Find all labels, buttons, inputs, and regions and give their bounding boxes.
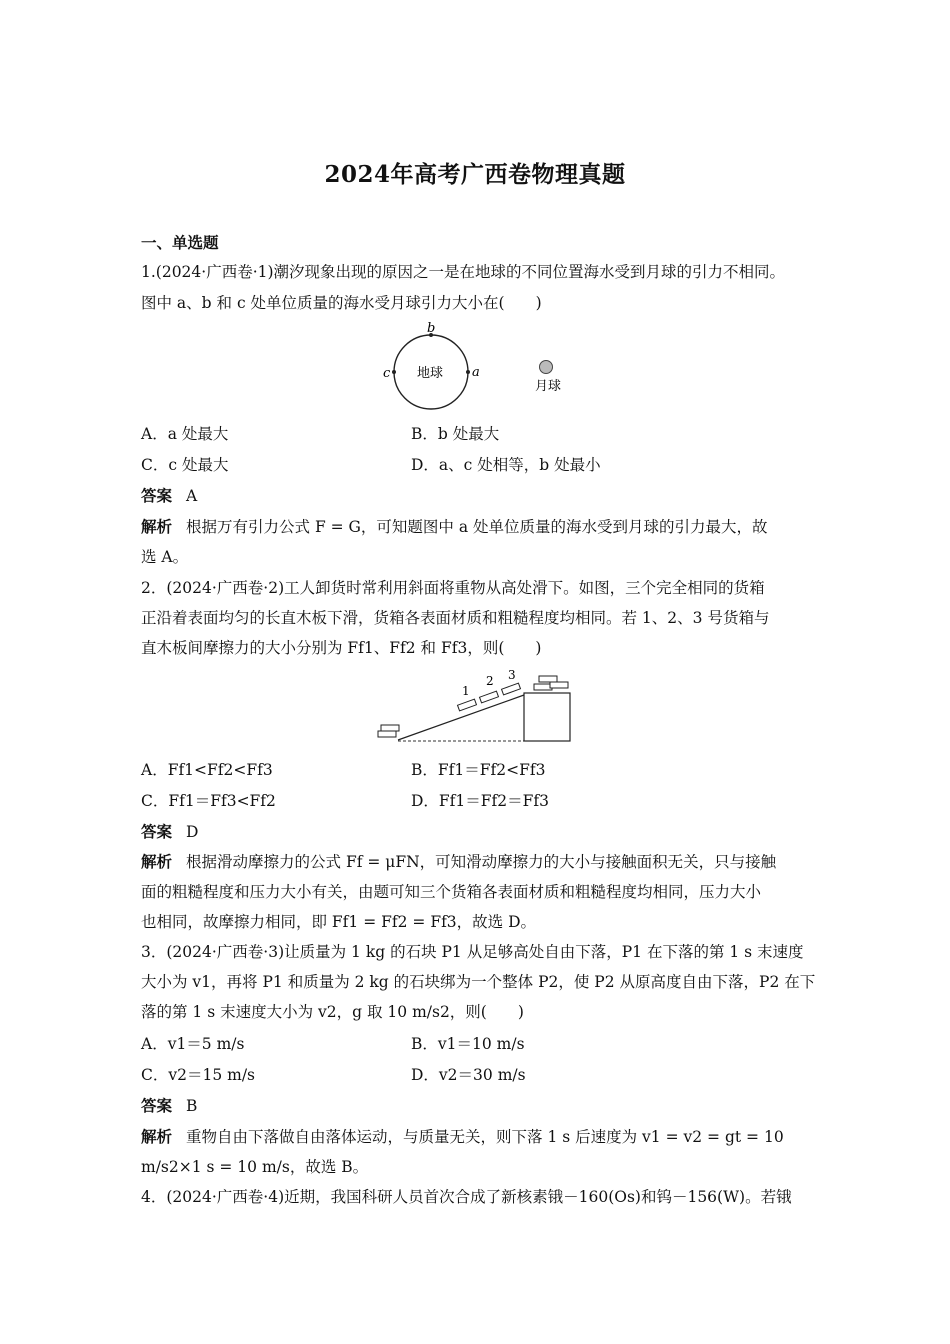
q1-stem-line2: 图中 a、b 和 c 处单位质量的海水受月球引力大小在( ) bbox=[141, 294, 542, 312]
platform-box bbox=[524, 693, 570, 741]
q4-stem-line1: 4．(2024·广西卷·4)近期，我国科研人员首次合成了新核素锇－160(Os)和钨－156(W)。若锇 bbox=[141, 1188, 792, 1206]
q1-answer bbox=[141, 486, 821, 506]
earth-label: 地球 bbox=[417, 366, 444, 381]
q3-option-a: A．v1＝5 m/s bbox=[141, 1035, 245, 1053]
analysis-label: 解析 bbox=[141, 852, 173, 871]
q1-stem-line1: 1.(2024·广西卷·1)潮汐现象出现的原因之一是在地球的不同位置海水受到月球的引力不相同。 bbox=[141, 263, 786, 281]
label-c: c bbox=[383, 366, 391, 381]
analysis-text: 根据万有引力公式 F = G，可知题图中 a 处单位质量的海水受到月球的引力最大，故 bbox=[186, 518, 768, 536]
point-c-dot bbox=[392, 370, 396, 374]
q2-stem-line1: 2．(2024·广西卷·2)工人卸货时常利用斜面将重物从高处滑下。如图，三个完全相同的货箱 bbox=[141, 579, 765, 597]
q2-option-b: B．Ff1＝Ff2<Ff3 bbox=[411, 761, 546, 779]
section-heading: 一、单选题 bbox=[141, 233, 219, 252]
answer-label: 答案 bbox=[141, 1096, 173, 1115]
moon-circle bbox=[540, 361, 553, 374]
q2-option-d: D．Ff1＝Ff2＝Ff3 bbox=[411, 792, 549, 810]
answer-label: 答案 bbox=[141, 486, 173, 505]
box-2 bbox=[480, 691, 499, 703]
q3-option-b: B．v1＝10 m/s bbox=[411, 1035, 525, 1053]
q2-stem-line2: 正沿着表面均匀的长直木板下滑，货箱各表面材质和粗糙程度均相同。若 1、2、3 号货箱与 bbox=[141, 609, 770, 627]
q3-analysis-line1 bbox=[141, 1127, 821, 1147]
q3-answer bbox=[141, 1096, 821, 1116]
q2-option-a: A．Ff1<Ff2<Ff3 bbox=[141, 761, 273, 779]
q1-option-c: C．c 处最大 bbox=[141, 456, 229, 474]
label-a: a bbox=[472, 365, 480, 380]
q3-stem-line2: 大小为 v1，再将 P1 和质量为 2 kg 的石块绑为一个整体 P2，使 P2 从原高度自由下落，P2 在下 bbox=[141, 973, 816, 991]
q2-analysis-line3: 也相同，故摩擦力相同，即 Ff1 = Ff2 = Ff3，故选 D。 bbox=[141, 913, 537, 931]
q2-answer bbox=[141, 822, 821, 842]
q3-stem-line1: 3．(2024·广西卷·3)让质量为 1 kg 的石块 P1 从足够高处自由下落，P1 在下落的第 1 s 末速度 bbox=[141, 943, 804, 961]
q3-analysis-line2: m/s2×1 s = 10 m/s，故选 B。 bbox=[141, 1158, 369, 1176]
q1-analysis-line1 bbox=[141, 517, 821, 537]
answer-value: B bbox=[186, 1097, 198, 1115]
box-1 bbox=[458, 699, 477, 711]
moon-label: 月球 bbox=[535, 379, 562, 394]
page-title: 2024年高考广西卷物理真题 bbox=[324, 161, 626, 188]
answer-value: A bbox=[186, 487, 198, 505]
q1-option-a: A．a 处最大 bbox=[141, 425, 229, 443]
top-boxes bbox=[534, 676, 568, 690]
box-1-label: 1 bbox=[462, 684, 470, 698]
incline-board bbox=[398, 695, 524, 740]
q1-option-b: B．b 处最大 bbox=[411, 425, 500, 443]
analysis-label: 解析 bbox=[141, 517, 173, 536]
ground-boxes bbox=[378, 725, 399, 737]
earth-moon-figure bbox=[375, 320, 585, 415]
analysis-text: 重物自由下落做自由落体运动，与质量无关，则下落 1 s 后速度为 v1 = v2 = gt = 10 bbox=[186, 1128, 784, 1146]
q2-analysis-line1 bbox=[141, 852, 821, 872]
label-b: b bbox=[427, 321, 436, 336]
box-2-label: 2 bbox=[486, 674, 494, 688]
q3-stem-line3: 落的第 1 s 末速度大小为 v2，g 取 10 m/s2，则( ) bbox=[141, 1003, 524, 1021]
box-3-label: 3 bbox=[508, 668, 516, 682]
q3-option-d: D．v2＝30 m/s bbox=[411, 1066, 526, 1084]
analysis-label: 解析 bbox=[141, 1127, 173, 1146]
q3-option-c: C．v2＝15 m/s bbox=[141, 1066, 256, 1084]
incline-figure bbox=[372, 668, 577, 746]
q1-analysis-line2: 选 A。 bbox=[141, 548, 189, 566]
box-3 bbox=[502, 683, 521, 695]
q2-option-c: C．Ff1＝Ff3<Ff2 bbox=[141, 792, 276, 810]
analysis-text: 根据滑动摩擦力的公式 Ff = μFN，可知滑动摩擦力的大小与接触面积无关，只与接触 bbox=[186, 853, 777, 871]
q2-analysis-line2: 面的粗糙程度和压力大小有关，由题可知三个货箱各表面材质和粗糙程度均相同，压力大小 bbox=[141, 883, 762, 901]
point-a-dot bbox=[466, 370, 470, 374]
q2-stem-line3: 直木板间摩擦力的大小分别为 Ff1、Ff2 和 Ff3，则( ) bbox=[141, 639, 542, 657]
answer-value: D bbox=[186, 823, 199, 841]
answer-label: 答案 bbox=[141, 822, 173, 841]
q1-option-d: D．a、c 处相等，b 处最小 bbox=[411, 456, 601, 474]
